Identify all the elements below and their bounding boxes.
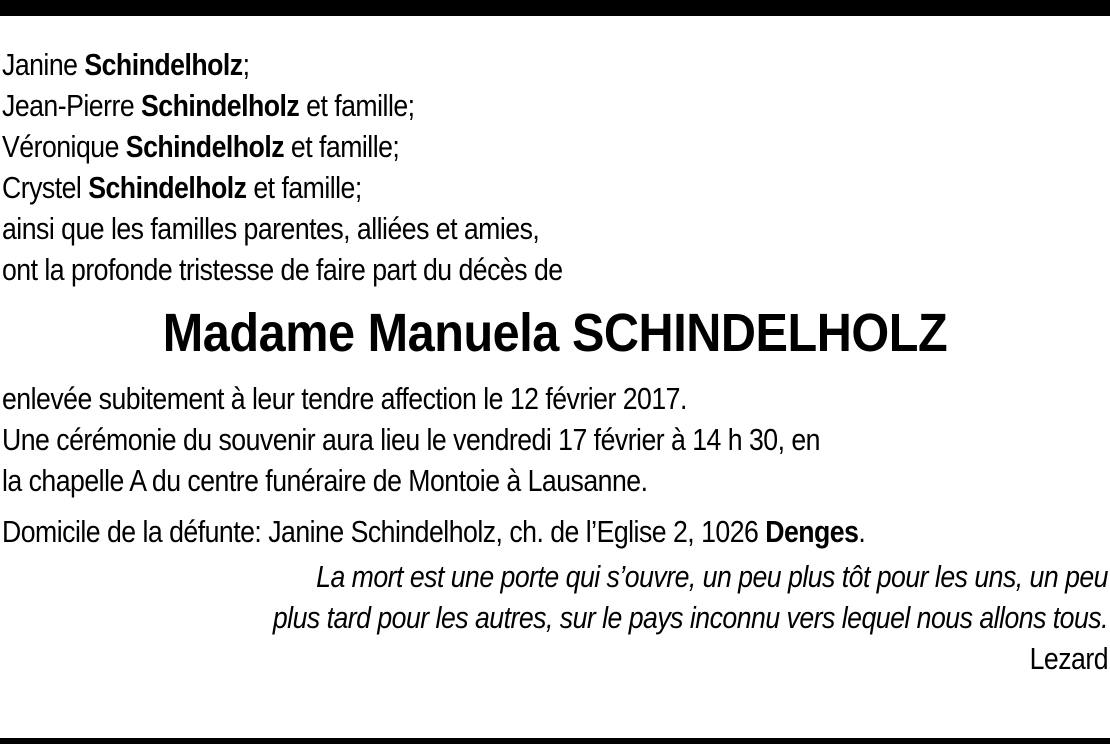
domicile-line — [2, 511, 953, 552]
ceremony-line: Une cérémonie du souvenir aura lieu le vendredi 17 février à 14 h 30, en — [2, 422, 820, 457]
mourner-first-name: Jean-Pierre — [2, 88, 142, 123]
mourner-first-name: Crystel — [2, 170, 89, 205]
bottom-border — [0, 738, 1110, 744]
mourner-suffix: et famille; — [284, 129, 400, 164]
spacer — [2, 501, 1108, 511]
top-border — [0, 0, 1110, 16]
domicile-end: . — [858, 514, 866, 549]
mourner-line — [2, 44, 953, 85]
mourner-line — [2, 126, 953, 167]
quote-line: plus tard pour les autres, sur le pays inconnu vers lequel nous allons tous. — [272, 600, 1108, 635]
ceremony-line: la chapelle A du centre funéraire de Montoie à Lausanne. — [2, 463, 648, 498]
domicile-address: Domicile de la défunte: Janine Schindelholz, ch. de l’Eglise 2, 1026 — [2, 514, 766, 549]
mourner-surname: Schindelholz — [125, 129, 285, 164]
mourner-line — [2, 167, 953, 208]
mourner-line — [2, 85, 953, 126]
families-line: ainsi que les familles parentes, alliées et amies, — [2, 211, 540, 246]
announcement-line: ont la profonde tristesse de faire part du décès de — [2, 252, 563, 287]
obituary-notice — [2, 44, 1108, 679]
mourner-surname: Schindelholz — [88, 170, 247, 205]
domicile-town: Denges — [765, 514, 859, 549]
mourner-suffix: ; — [242, 47, 250, 82]
mourner-suffix: et famille; — [299, 88, 415, 123]
deceased-name: Madame Manuela SCHINDELHOLZ — [162, 303, 948, 363]
death-line: enlevée subitement à leur tendre affection le 12 février 2017. — [2, 381, 687, 416]
quote-author: Lezard — [1029, 641, 1108, 676]
mourner-surname: Schindelholz — [141, 88, 300, 123]
mourner-first-name: Janine — [2, 47, 85, 82]
quote-line: La mort est une porte qui s’ouvre, un peu plus tôt pour les uns, un peu — [316, 559, 1108, 594]
mourner-suffix: et famille; — [246, 170, 362, 205]
mourner-surname: Schindelholz — [84, 47, 243, 82]
mourner-first-name: Véronique — [2, 129, 126, 164]
